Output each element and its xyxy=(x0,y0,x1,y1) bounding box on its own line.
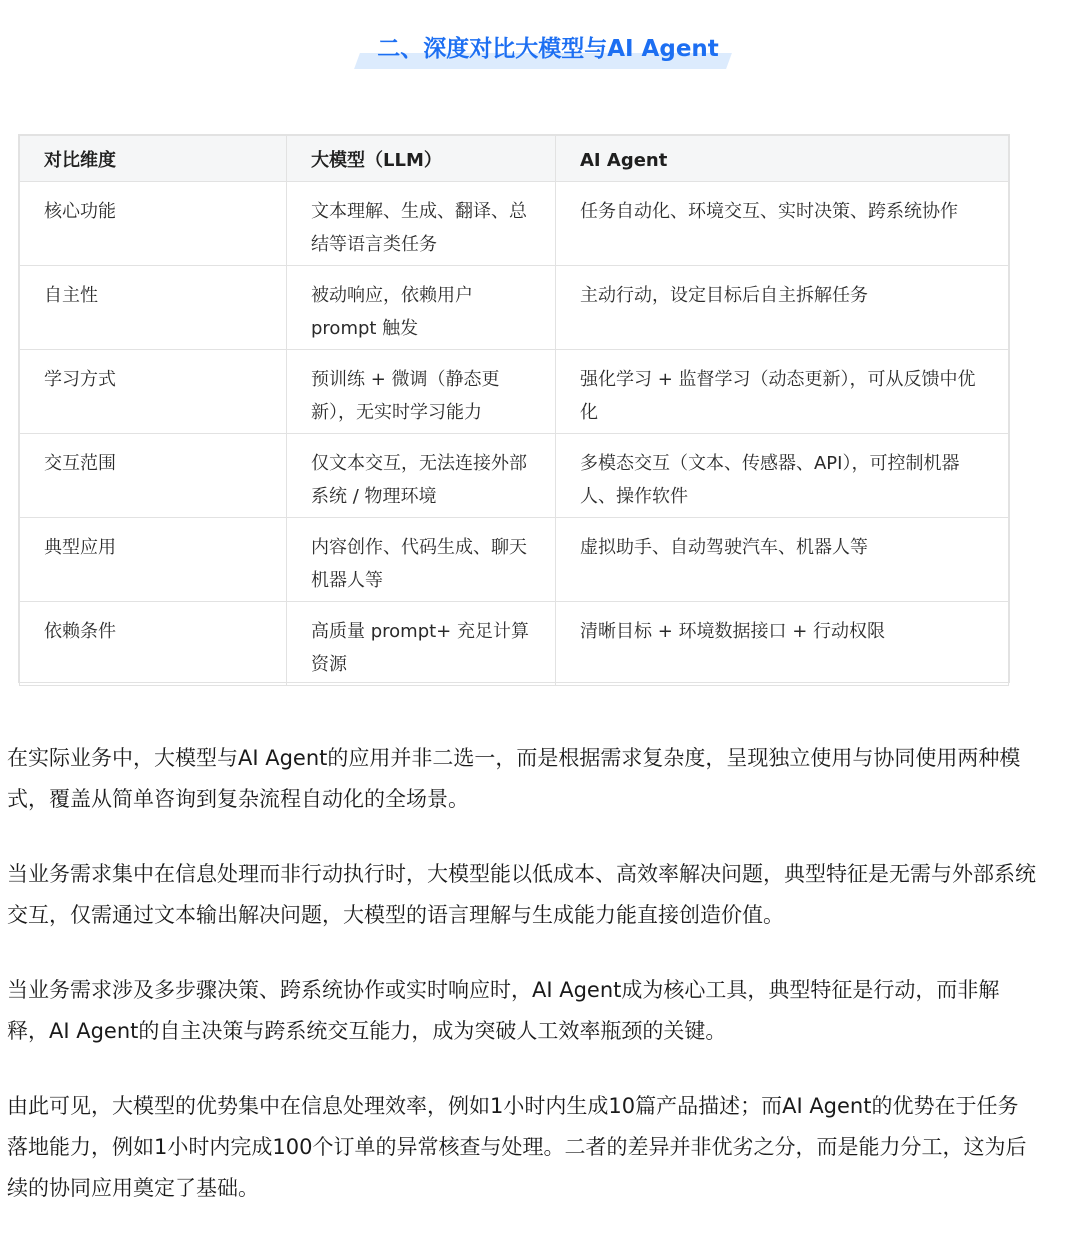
paragraph: 在实际业务中，大模型与AI Agent的应用并非二选一，而是根据需求复杂度，呈现独立使用与协同使用两种模式，覆盖从简单咨询到复杂流程自动化的全场景。 xyxy=(7,746,1021,811)
comparison-table xyxy=(19,135,1009,686)
header-ai-agent: AI Agent xyxy=(556,136,1009,182)
table-row xyxy=(20,602,1009,686)
section-heading xyxy=(371,28,725,69)
table-row xyxy=(20,434,1009,518)
row-dimension: 典型应用 xyxy=(20,518,287,602)
heading-text: 二、深度对比大模型与AI Agent xyxy=(377,36,719,62)
row-agent-cell: 主动行动，设定目标后自主拆解任务 xyxy=(556,266,1009,350)
comparison-table-image xyxy=(18,134,1010,683)
table-row xyxy=(20,518,1009,602)
table-row xyxy=(20,350,1009,434)
row-agent-cell: 任务自动化、环境交互、实时决策、跨系统协作 xyxy=(556,182,1009,266)
row-agent-cell: 虚拟助手、自动驾驶汽车、机器人等 xyxy=(556,518,1009,602)
paragraph: 当业务需求涉及多步骤决策、跨系统协作或实时响应时，AI Agent成为核心工具，典型特征是行动，而非解释，AI Agent的自主决策与跨系统交互能力，成为突破人工效率瓶颈的关键。 xyxy=(7,978,1000,1043)
row-agent-cell: 清晰目标 + 环境数据接口 + 行动权限 xyxy=(556,602,1009,686)
table-row xyxy=(20,266,1009,350)
paragraph: 由此可见，大模型的优势集中在信息处理效率，例如1小时内生成10篇产品描述；而AI Agent的优势在于任务落地能力，例如1小时内完成100个订单的异常核查与处理。二者的差异并非优劣之分，而是能力分工，这为后续的协同应用奠定了基础。 xyxy=(7,1094,1027,1200)
row-llm-cell: 高质量 prompt+ 充足计算资源 xyxy=(287,602,556,686)
row-llm-cell: 内容创作、代码生成、聊天机器人等 xyxy=(287,518,556,602)
header-llm: 大模型（LLM） xyxy=(287,136,556,182)
article-body xyxy=(7,738,1037,1243)
table-row xyxy=(20,182,1009,266)
row-dimension: 自主性 xyxy=(20,266,287,350)
section-heading-container xyxy=(0,28,1076,69)
row-llm-cell: 仅文本交互，无法连接外部系统 / 物理环境 xyxy=(287,434,556,518)
paragraph: 当业务需求集中在信息处理而非行动执行时，大模型能以低成本、高效率解决问题，典型特征是无需与外部系统交互，仅需通过文本输出解决问题，大模型的语言理解与生成能力能直接创造价值。 xyxy=(7,862,1036,927)
row-agent-cell: 多模态交互（文本、传感器、API），可控制机器人、操作软件 xyxy=(556,434,1009,518)
row-llm-cell: 被动响应，依赖用户 prompt 触发 xyxy=(287,266,556,350)
row-llm-cell: 预训练 + 微调（静态更新），无实时学习能力 xyxy=(287,350,556,434)
row-dimension: 交互范围 xyxy=(20,434,287,518)
row-agent-cell: 强化学习 + 监督学习（动态更新），可从反馈中优化 xyxy=(556,350,1009,434)
table-header-row xyxy=(20,136,1009,182)
row-dimension: 依赖条件 xyxy=(20,602,287,686)
header-dimension: 对比维度 xyxy=(20,136,287,182)
row-llm-cell: 文本理解、生成、翻译、总结等语言类任务 xyxy=(287,182,556,266)
row-dimension: 核心功能 xyxy=(20,182,287,266)
row-dimension: 学习方式 xyxy=(20,350,287,434)
